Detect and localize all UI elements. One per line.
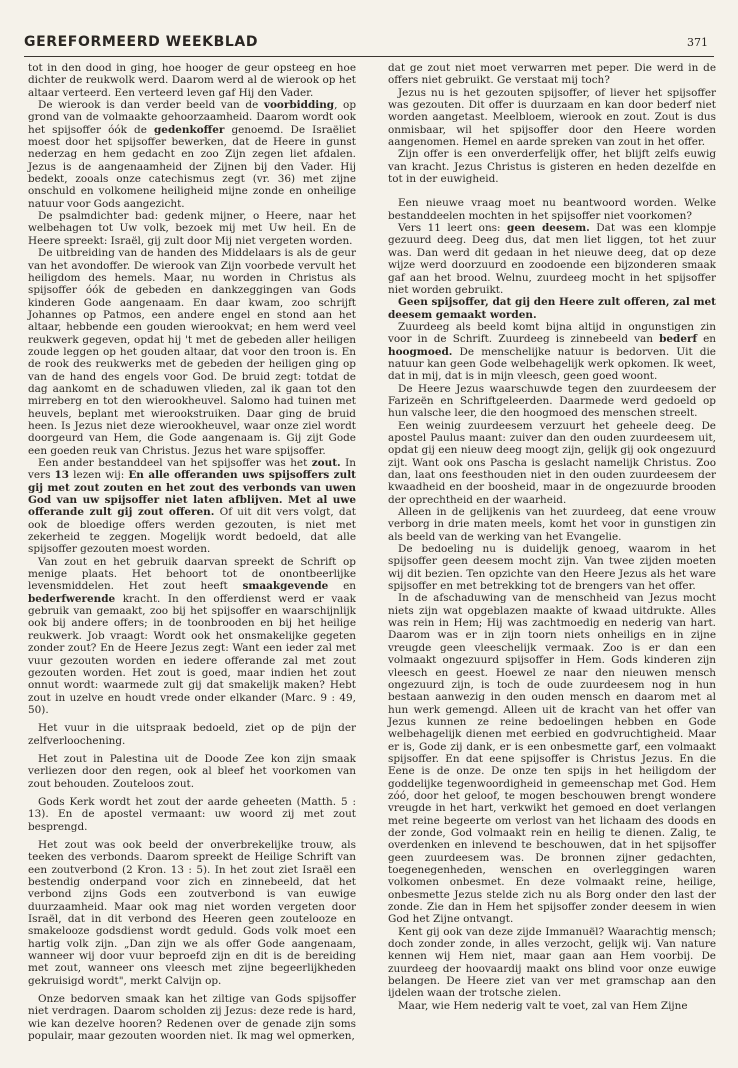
paragraph: Alleen in de gelijkenis van het zuurdeeg, dat eene vrouw verborg in drie maten meels, komt het voor in gunstigen zin als beeld van de werking van het Evangelie.: [388, 506, 716, 543]
paragraph: Gods Kerk wordt het zout der aarde geheeten (Matth. 5 : 13). En de apostel vermaant: uw woord zij met zout besprengd.: [28, 795, 356, 833]
paragraph: Zijn offer is een onverderfelijk offer, het blijft zelfs euwig van kracht. Jezus Christus is gisteren en heden dezelfde en tot in der euwigheid.: [388, 148, 716, 186]
paragraph: Het zout in Palestina uit de Doode Zee kon zijn smaak verliezen door den regen, ook al bleef het voorkomen van zout behouden. Zouteloos zout.: [28, 752, 356, 790]
left-column: [28, 62, 356, 1042]
masthead-title: GEREFORMEERD WEEKBLAD: [24, 34, 259, 50]
page-header: [24, 34, 714, 54]
paragraph: De Heere Jezus waarschuwde tegen den zuurdeesem der Farizeën en Schriftgeleerden. Daarmede werd gedoeld op hun valsche leer, die den hoogmoed des menschen streelt.: [388, 382, 716, 420]
paragraph: Onze bedorven smaak kan het ziltige van Gods spijsoffer niet verdragen. Daarom scholden zij Jezus: deze rede is hard, wie kan dezelve hooren? Redenen over de genade zijn soms populair, maar gezouten woorden niet. Ik mag wel opmerken,: [28, 993, 356, 1043]
paragraph: In de afschaduwing van de menschheid van Jezus mocht niets zijn wat opgeblazen maakte of kwaad uitdrukte. Alles was rein in Hem; Hij was zachtmoedig en nederig van hart. Daarom was er in zijn toorn niets onheiligs en in zijne vreugde geen vleeschelijk vermaak. Zoo is er dan een volmaakt ongezuurd spijsoffer in Hem. Gods kinderen zijn vleesch en geest. Hoewel ze naar den nieuwen mensch ongezuurd zijn, is toch de oude zuurdeesem nog in hun bestaan aanwezig in den ouden mensch en daarom met al hun werk gemengd. Alleen uit de kracht van het offer van Jezus kunnen ze reine bedoelingen hebben en Gode welbehagelijk dienen met eerbied en godvruchtigheid. Maar er is, Gode zij dank, er is een onbesmette garf, een volmaakt spijsoffer. En dat eene spijsoffer is Christus Jezus. En die Eene is de onze. De onze ten spijs in het heiligdom der goddelijke tegenwoordigheid in gemeenschap met God. Hem zóó, door het geloof, te mogen beschouwen brengt wondere vreugde in het hart, verkwikt het gemoed en doet verlangen met reine begeerte om verlost van het lichaam des doods en der zonde, God volmaakt rein en heilig te dienen. Zalig, te overdenken en inlevend te beschouwen, dat in het spijsoffer geen zuurdeesem was. De bronnen zijner gedachten, toegenegenheden, wenschen en overleggingen waren volkomen onbesmet. En deze volmaakt reine, heilige, onbesmette Jezus stelde zich nu als Borg onder den last der zonde. Zie dan in Hem het spijsoffer zonder deesem in wien God het Zijne ontvangt.: [388, 592, 716, 926]
paragraph: Van zout en het gebruik daarvan spreekt de Schrift op menige plaats. Het behoort tot de onontbeerlijke levensmiddelen. Het zout heeft smaakgevende en bederfwerende kracht. In den offerdienst werd er vaak gebruik van gemaakt, zoo bij het spijsoffer en waarschijnlijk ook bij andere offers; in de toonbrooden en bij het heilige reukwerk. Job vraagt: Wordt ook het onsmakelijke gegeten zonder zout? En de Heere Jezus zegt: Want een ieder zal met vuur gezouten worden en iedere offerande zal met zout gezouten worden. Het zout is goed, maar indien het zout onnut wordt: waarmede zult gij dat smakelijk maken? Hebt zout in uzelve en houdt vrede onder elkander (Marc. 9 : 49, 50).: [28, 555, 356, 716]
page-number: 371: [687, 36, 708, 49]
paragraph: tot in den dood in ging, hoe hooger de geur opsteeg en hoe dichter de reukwolk werd. Daarom werd al de wierook op het altaar verteerd. Een verteerd leven gaf Hij den Vader.: [28, 62, 356, 99]
paragraph: Een nieuwe vraag moet nu beantwoord worden. Welke bestanddeelen mochten in het spijsoffer niet voorkomen?: [388, 197, 716, 222]
paragraph: Een ander bestanddeel van het spijsoffer was het zout. In vers 13 lezen wij: En alle offeranden uws spijsoffers zult gij met zout zouten en het zout des verbonds van uwen God van uw spijsoffer niet laten afblijven. Met al uwe offerande zult gij zout offeren. Of uit dit vers volgt, dat ook de bloedige offers werden gezouten, is niet met zekerheid te zeggen. Mogelijk wordt bedoeld, dat alle spijsoffer gezouten moest worden.: [28, 457, 356, 556]
paragraph: Het zout was ook beeld der onverbrekelijke trouw, als teeken des verbonds. Daarom spreekt de Heilige Schrift van een zoutverbond (2 Kron. 13 : 5). In het zout ziet Israël een bestendig onderpand voor zich en zinnebeeld, dat het verbond zijns Gods een zoutverbond is van euwige duurzaamheid. Maar ook mag niet worden vergeten door Israël, dat in dit verbond des Heeren geen zoutelooze en smakelooze godsdienst wordt geduld. Gods volk moet een hartig volk zijn. „Dan zijn we als offer Gode aangenaam, wanneer wij door vuur beproefd zijn en dit is de bereiding met zout, wanneer ons vleesch met zijne begeerlijkheden gekruisigd wordt", merkt Calvijn op.: [28, 838, 356, 987]
header-rule: [24, 56, 714, 57]
right-column: [388, 62, 716, 1012]
paragraph: Kent gij ook van deze zijde Immanuël? Waarachtig mensch; doch zonder zonde, in alles verzocht, gelijk wij. Van nature kennen wij Hem niet, maar gaan aan Hem voorbij. De zuurdeeg der hoovaardij maakt ons blind voor onze euwige belangen. De Heere ziet van ver met gramschap aan den ijdelen waan der trotsche zielen.: [388, 925, 716, 1000]
paragraph: dat ge zout niet moet verwarren met peper. Die werd in de offers niet gebruikt. Ge verstaat mij toch?: [388, 62, 716, 87]
paragraph: Maar, wie Hem nederig valt te voet, zal van Hem Zijne: [398, 999, 688, 1012]
paragraph: De wierook is dan verder beeld van de voorbidding, op grond van de volmaakte gehoorzaamheid. Daarom wordt ook het spijsoffer óók de gedenkoffer genoemd. De Israëliet moest door het spijsoffer bewerken, dat de Heere in gunst nederzag en hem gedacht en zoo Zijn zegen liet afdalen. Jezus is de aangenaamheid der Zijnen bij den Vader. Hij bedekt, zooals onze catechismus zegt (vr. 36) met zijne onschuld en volkomene heiligheid mijne zonde en onheilige natuur voor Gods aangezicht.: [28, 99, 357, 210]
paragraph: Jezus nu is het gezouten spijsoffer, of liever het spijsoffer was gezouten. Dit offer is duurzaam en kan door bederf niet worden aangetast. Meelbloem, wierook en zout. Zout is dus onmisbaar, wil het spijsoffer door den Heere worden aangenomen. Hemel en aarde spreken van zout in het offer.: [388, 86, 716, 149]
paragraph: Een weinig zuurdeesem verzuurt het geheele deeg. De apostel Paulus maant: zuiver dan den ouden zuurdeesem uit, opdat gij een nieuw deeg moogt zijn, gelijk gij ook ongezuurd zijt. Want ook ons Pascha is geslacht namelijk Christus. Zoo dan, laat ons feesthouden niet in den ouden zuurdeesem der kwaadheid en der boosheid, maar in de ongezuurde brooden der oprechtheid en der waarheid.: [388, 419, 716, 506]
paragraph: De bedoeling nu is duidelijk genoeg, waarom in het spijsoffer geen deesem mocht zijn. Van twee zijden moeten wij dit bezien. Ten opzichte van den Heere Jezus als het ware spijsoffer en met betrekking tot de brengers van het offer.: [388, 543, 716, 593]
paragraph: Geen spijsoffer, dat gij den Heere zult offeren, zal met deesem gemaakt worden.: [388, 296, 716, 321]
paragraph: Zuurdeeg als beeld komt bijna altijd in ongunstigen zin voor in de Schrift. Zuurdeeg is zinnebeeld van bederf en hoogmoed. De menschelijke natuur is bedorven. Uit die natuur kan geen Gode welbehagelijk werk opkomen. Ik weet, dat in mij, dat is in mijn vleesch, geen goed woont.: [388, 320, 716, 383]
paragraph: Het vuur in die uitspraak bedoeld, ziet op de pijn der zelfverloochening.: [28, 722, 356, 747]
paragraph: De uitbreiding van de handen des Middelaars is als de geur van het avondoffer. De wierook van Zijn voorbede vervult het heiligdom des hemels. Maar, nu worden in Christus als spijsoffer óók de gebeden en dankzeggingen van Gods kinderen Gode aangenaam. En daar kwam, zoo schrijft Johannes op Patmos, een andere engel en stond aan het altaar, hebbende een gouden wierookvat; en hem werd veel reukwerk gegeven, opdat hij 't met de gebeden aller heiligen zoude leggen op het gouden altaar, dat voor den troon is. En de rook des reukwerks met de gebeden der heiligen ging op van de hand des engels voor God. De bruid zegt: totdat de dag aankomt en de schaduwen vlieden, zal ik gaan tot den mirreberg en tot den wierookheuvel. Salomo had tuinen met heuvels, beplant met wierookstruiken. Daar ging de bruid heen. Is Jezus niet deze wierookheuvel, waar onze ziel wordt doorgeurd van Hem, die Gode aangenaam is. Gij zijt Gode een goeden reuk van Christus. Jezus het ware spijsoffer.: [28, 247, 356, 457]
paragraph: Vers 11 leert ons: geen deesem. Dat was een klompje gezuurd deeg. Deeg dus, dat men liet liggen, tot het zuur was. Dan werd dit gedaan in het nieuwe deeg, dat op deze wijze werd doorzuurd en zoodoende een bijzonderen smaak gaf aan het brood. Welnu, zuurdeeg mocht in het spijsoffer niet worden gebruikt.: [388, 222, 716, 296]
paragraph: De psalmdichter bad: gedenk mijner, o Heere, naar het welbehagen tot Uw volk, bezoek mij met Uw heil. En de Heere spreekt: Israël, gij zult door Mij niet vergeten worden.: [28, 210, 356, 247]
